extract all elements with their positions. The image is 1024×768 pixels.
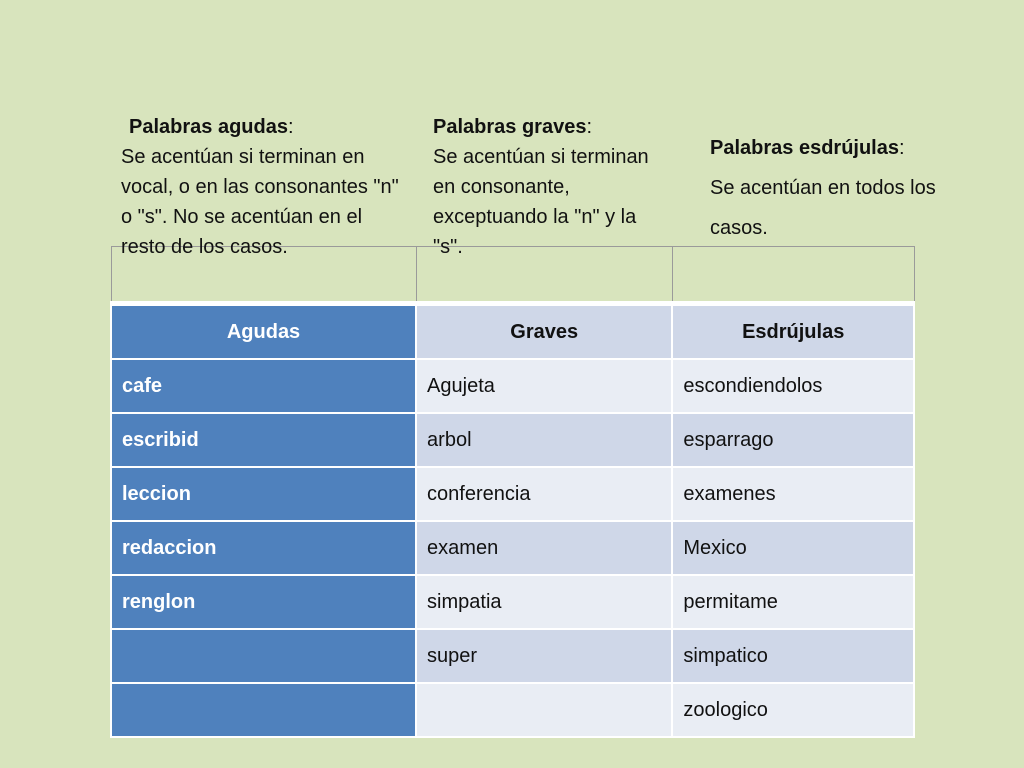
table-cell-esdrujulas: permitame: [672, 575, 914, 629]
note-esdrujulas-text: Se acentúan en todos los casos.: [710, 177, 936, 239]
table-header-row: [111, 304, 914, 360]
table-cell-graves: [416, 683, 672, 737]
table-cell-graves: conferencia: [416, 467, 672, 521]
table-cell-graves: Agujeta: [416, 359, 672, 413]
note-agudas-title: Palabras agudas: [129, 116, 288, 138]
table-row: [111, 467, 914, 521]
header-esdrujulas: Esdrújulas: [672, 304, 914, 360]
note-esdrujulas-colon: :: [898, 137, 905, 159]
table-cell-esdrujulas: escondiendolos: [672, 359, 914, 413]
table-row: [111, 521, 914, 575]
table-row: [111, 413, 914, 467]
table-cell-esdrujulas: Mexico: [672, 521, 914, 575]
header-agudas: Agudas: [111, 304, 416, 360]
table-row: [111, 575, 914, 629]
table-cell-esdrujulas: simpatico: [672, 629, 914, 683]
table-cell-agudas: escribid: [111, 413, 416, 467]
table-cell-graves: arbol: [416, 413, 672, 467]
note-graves: [433, 112, 658, 262]
note-graves-colon: :: [586, 116, 592, 138]
table-cell-graves: examen: [416, 521, 672, 575]
table-cell-graves: simpatia: [416, 575, 672, 629]
table-cell-agudas: leccion: [111, 467, 416, 521]
table-cell-agudas: cafe: [111, 359, 416, 413]
header-graves: Graves: [416, 304, 672, 360]
note-graves-title: Palabras graves: [433, 116, 587, 138]
table-row: [111, 359, 914, 413]
table-cell-agudas: redaccion: [111, 521, 416, 575]
table-cell-esdrujulas: examenes: [672, 467, 914, 521]
table-cell: [672, 247, 914, 304]
note-graves-text: Se acentúan si terminan en consonante, exceptuando la "n" y la "s".: [433, 146, 649, 258]
note-esdrujulas-title: Palabras esdrújulas: [710, 137, 899, 159]
note-agudas-colon: :: [287, 116, 294, 138]
accent-table: [110, 246, 915, 738]
table-cell-esdrujulas: zoologico: [672, 683, 914, 737]
note-agudas: [121, 112, 406, 262]
table-row: [111, 629, 914, 683]
table-cell-agudas: renglon: [111, 575, 416, 629]
note-esdrujulas: [710, 128, 950, 248]
note-agudas-text: Se acentúan si terminan en vocal, o en las consonantes "n" o "s". No se acentúan en el resto de los casos.: [121, 146, 399, 258]
table-cell-esdrujulas: esparrago: [672, 413, 914, 467]
table-cell-graves: super: [416, 629, 672, 683]
table-cell-agudas: [111, 629, 416, 683]
table-cell-agudas: [111, 683, 416, 737]
table-row: [111, 683, 914, 737]
